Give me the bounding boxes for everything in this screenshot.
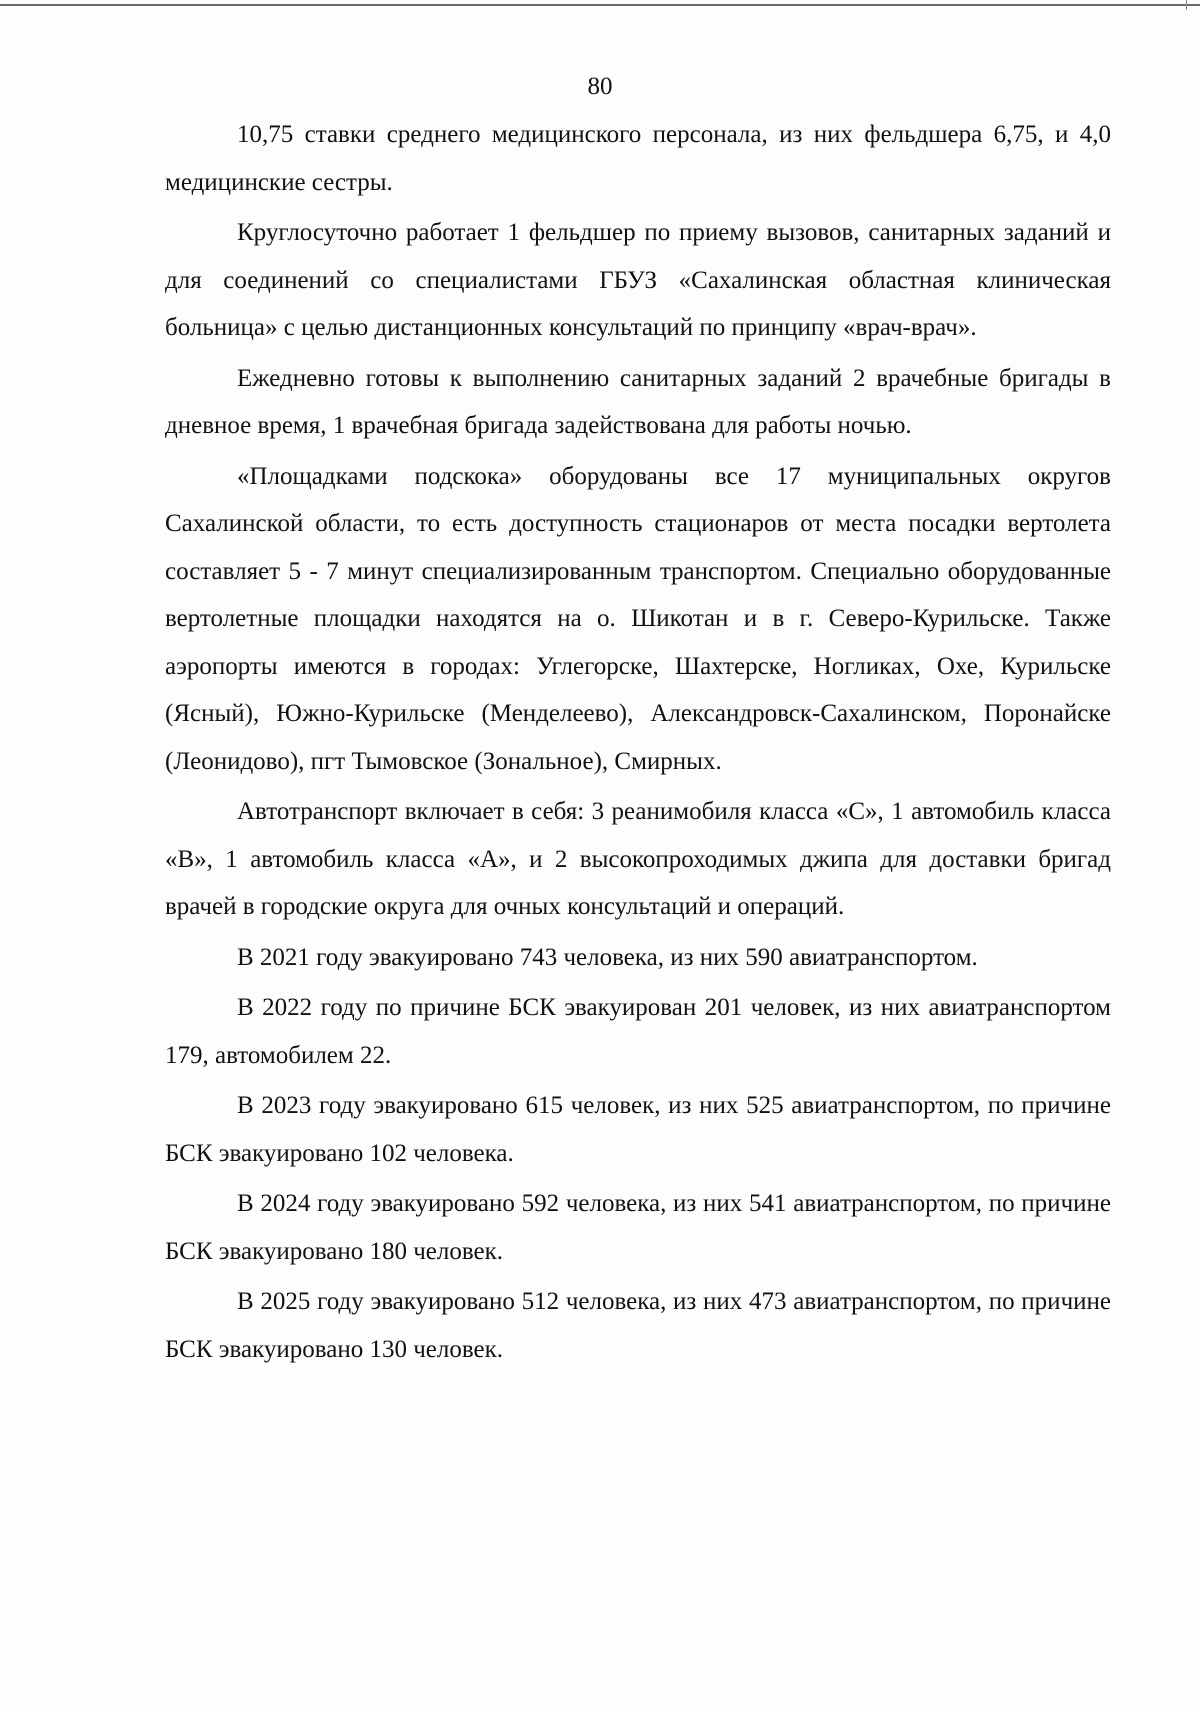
scan-top-border: [0, 4, 1200, 6]
scan-edge-mark: [1186, 0, 1187, 10]
paragraph-year-2023: В 2023 году эвакуировано 615 человек, из них 525 авиатранспортом, по причине БСК эвакуировано 102 человека.: [165, 1092, 1111, 1167]
paragraph-staff-rates: 10,75 ставки среднего медицинского персонала, из них фельдшера 6,75, и 4,0 медицинские сестры.: [165, 121, 1111, 196]
paragraph-year-2021: В 2021 году эвакуировано 743 человека, из них 590 авиатранспортом.: [237, 943, 978, 971]
paragraph-year-2025: В 2025 году эвакуировано 512 человека, из них 473 авиатранспортом, по причине БСК эвакуировано 130 человек.: [165, 1288, 1111, 1363]
paragraph-round-the-clock-paramedic: Круглосуточно работает 1 фельдшер по приему вызовов, санитарных заданий и для соединений со специалистами ГБУЗ «Сахалинская областная клиническая больница» с целью дистанционных консультаций по принципу «врач-врач».: [165, 219, 1111, 341]
paragraph-year-2024: В 2024 году эвакуировано 592 человека, из них 541 авиатранспортом, по причине БСК эвакуировано 180 человек.: [165, 1190, 1111, 1265]
page-number: 80: [587, 73, 613, 100]
paragraph-vehicles: Автотранспорт включает в себя: 3 реанимобиля класса «С», 1 автомобиль класса «В», 1 автомобиль класса «А», и 2 высокопроходимых джипа для доставки бригад врачей в городские округа для очных консультаций и операций.: [165, 798, 1111, 920]
document-body: [165, 111, 1111, 1376]
paragraph-year-2022: В 2022 году по причине БСК эвакуирован 201 человек, из них авиатранспортом 179, автомобилем 22.: [165, 994, 1111, 1069]
paragraph-daily-teams: Ежедневно готовы к выполнению санитарных заданий 2 врачебные бригады в дневное время, 1 врачебная бригада задействована для работы ночью.: [165, 364, 1111, 439]
paragraph-landing-sites: «Площадками подскока» оборудованы все 17 муниципальных округов Сахалинской области, то есть доступность стационаров от места посадки вертолета составляет 5 - 7 минут специализированным транспортом. Специально оборудованные вертолетные площадки находятся на о. Шикотан и в г. Северо-Курильске. Также аэропорты имеются в городах: Углегорске, Шахтерске, Ногликах, Охе, Курильске (Ясный), Южно-Курильске (Менделеево), Александровск-Сахалинском, Поронайске (Леонидово), пгт Тымовское (Зональное), Смирных.: [165, 462, 1111, 775]
